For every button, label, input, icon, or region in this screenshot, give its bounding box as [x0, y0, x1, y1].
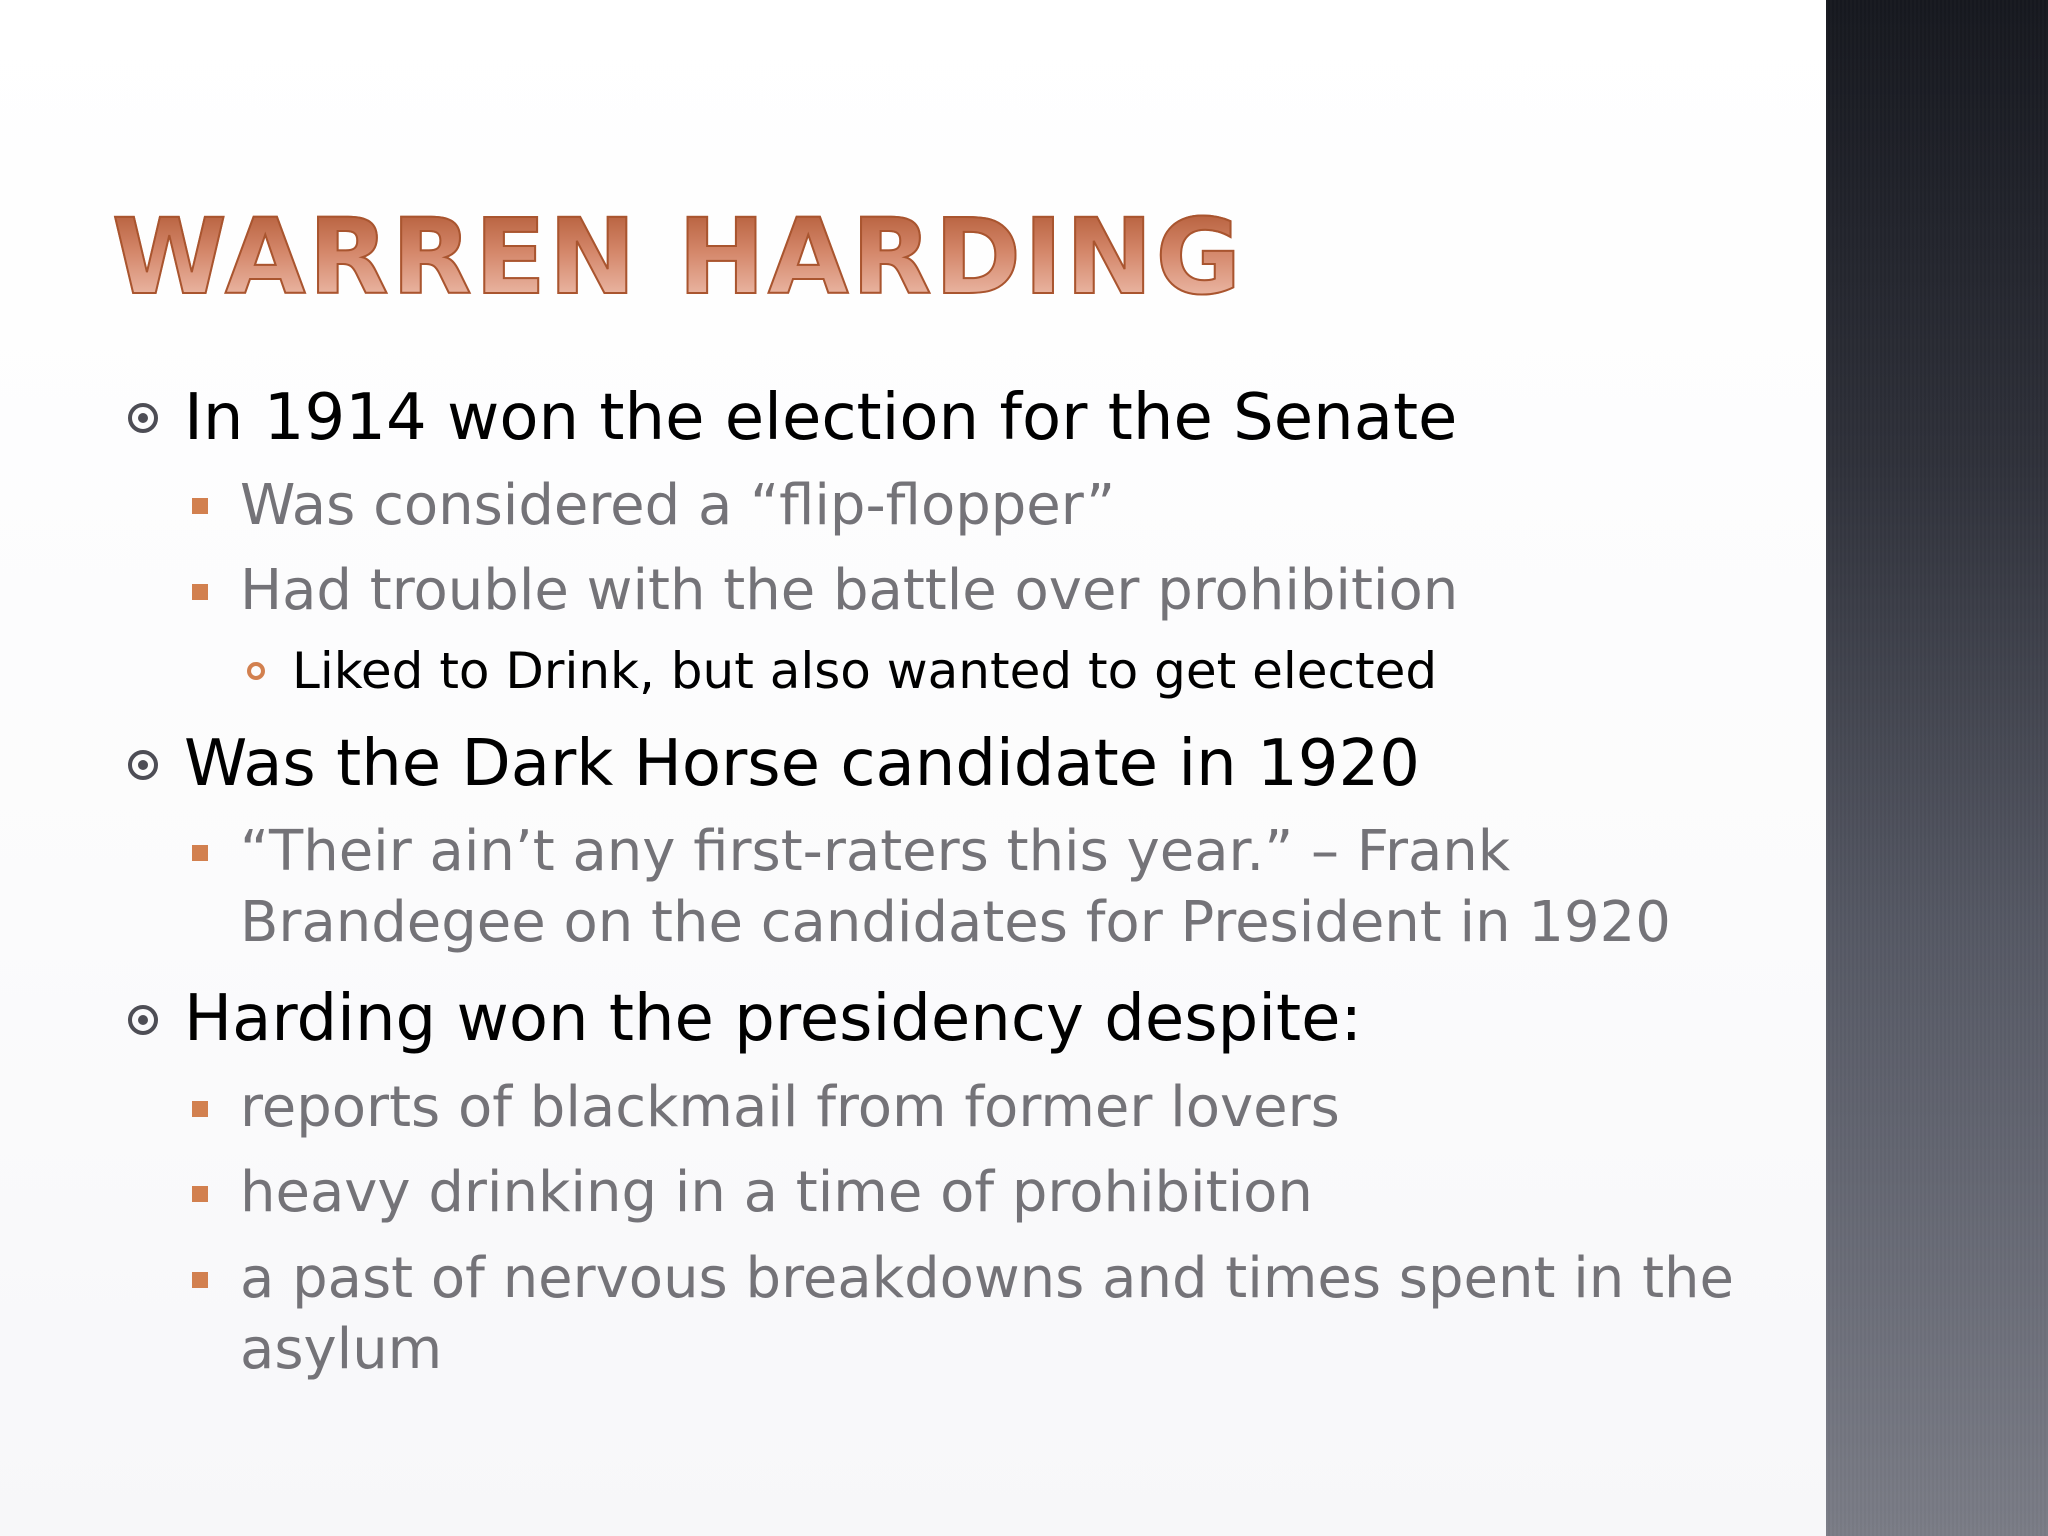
square-bullet-icon	[192, 1186, 208, 1202]
bullet-1-text: In 1914 won the election for the Senate	[184, 381, 1458, 455]
bullet-1-sub-2: Had trouble with the battle over prohibition	[240, 558, 1459, 623]
bullet-1-sub-1: Was considered a “flip-flopper”	[240, 473, 1116, 538]
circle-dot-bullet-icon	[128, 403, 158, 433]
bullet-3-sub-3-line-2: asylum	[240, 1317, 443, 1382]
bullet-3-sub-1: reports of blackmail from former lovers	[240, 1075, 1340, 1140]
bullet-3-sub-2: heavy drinking in a time of prohibition	[240, 1160, 1313, 1225]
bullet-3-sub-3-line-1: a past of nervous breakdowns and times spent in the	[240, 1246, 1734, 1311]
bullet-3-text: Harding won the presidency despite:	[184, 982, 1363, 1056]
square-bullet-icon	[192, 498, 208, 514]
decorative-side-panel	[1826, 0, 2048, 1536]
circle-dot-bullet-icon	[128, 1005, 158, 1035]
bullet-2-sub-1-line-2: Brandegee on the candidates for President in 1920	[240, 890, 1671, 955]
square-bullet-icon	[192, 845, 208, 861]
circle-dot-bullet-icon	[128, 750, 158, 780]
bullet-2-text: Was the Dark Horse candidate in 1920	[184, 727, 1420, 801]
square-bullet-icon	[192, 1272, 208, 1288]
bullet-1-sub-2-sub-1: Liked to Drink, but also wanted to get elected	[292, 642, 1438, 700]
square-bullet-icon	[192, 584, 208, 600]
ring-bullet-icon	[247, 662, 265, 680]
square-bullet-icon	[192, 1101, 208, 1117]
bullet-2-sub-1-line-1: “Their ain’t any first-raters this year.” – Frank	[240, 819, 1511, 884]
slide-title: WARREN HARDING	[112, 196, 1245, 318]
